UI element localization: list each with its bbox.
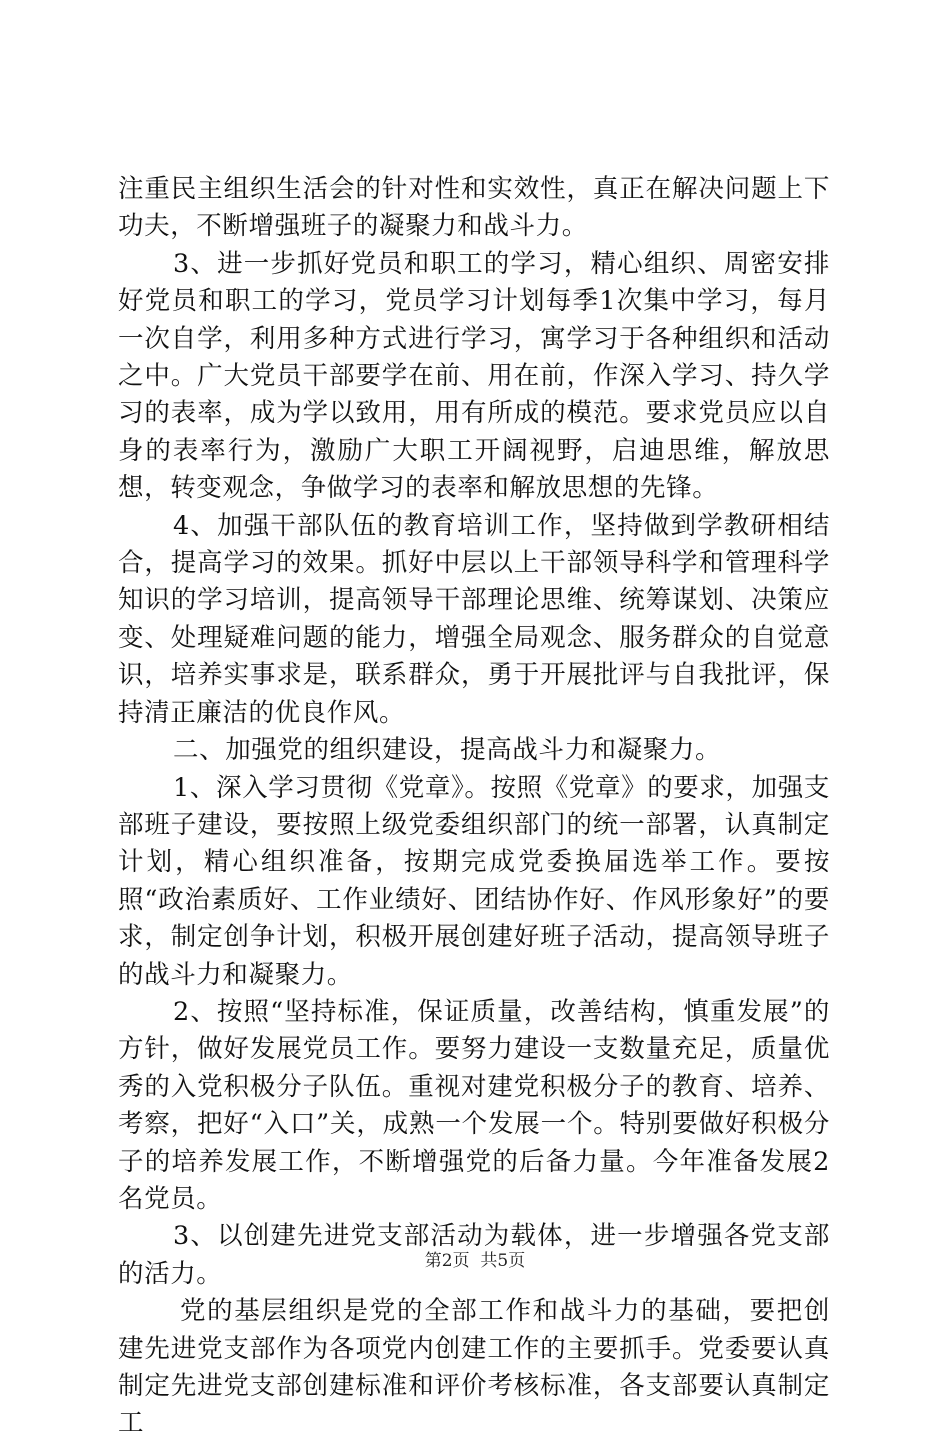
- page-footer: [0, 1251, 950, 1271]
- paragraph-item-2-membership: 2、按照“坚持标准，保证质量，改善结构，慎重发展”的方针，做好发展党员工作。要努力建设一支数量充足，质量优秀的入党积极分子队伍。重视对建党积极分子的教育、培养、考察，把好“入口”关，成熟一个发展一个。特别要做好积极分子的培养发展工作，不断增强党的后备力量。今年准备发展2名党员。: [118, 996, 830, 1214]
- paragraph-item-3-study: 3、进一步抓好党员和职工的学习，精心组织、周密安排好党员和职工的学习，党员学习计划每季1次集中学习，每月一次自学，利用多种方式进行学习，寓学习于各种组织和活动之中。广大党员干部要学在前、用在前，作深入学习、持久学习的表率，成为学以致用，用有所成的模范。要求党员应以自身的表率行为，激励广大职工开阔视野，启迪思维，解放思想，转变观念，争做学习的表率和解放思想的先锋。: [118, 248, 830, 504]
- paragraph-item-1-charter: 1、深入学习贯彻《党章》。按照《党章》的要求，加强支部班子建设，要按照上级党委组织部门的统一部署，认真制定计划，精心组织准备，按期完成党委换届选举工作。要按照“政治素质好、工作业绩好、团结协作好、作风形象好”的要求，制定创争计划，积极开展创建好班子活动，提高领导班子的战斗力和凝聚力。: [118, 772, 830, 990]
- paragraph-item-3-branch: 3、以创建先进党支部活动为载体，进一步增强各党支部的活力。: [118, 1221, 830, 1289]
- paragraph-item-4-training: 4、加强干部队伍的教育培训工作，坚持做到学教研相结合，提高学习的效果。抓好中层以上干部领导科学和管理科学知识的学习培训，提高领导干部理论思维、统筹谋划、决策应变、处理疑难问题的能力，增强全局观念、服务群众的自觉意识，培养实事求是，联系群众，勇于开展批评与自我批评，保持清正廉洁的优良作风。: [118, 510, 830, 728]
- paragraph-branch-foundation: 党的基层组织是党的全部工作和战斗力的基础，要把创建先进党支部作为各项党内创建工作的主要抓手。党委要认真制定先进党支部创建标准和评价考核标准，各支部要认真制定工: [118, 1296, 830, 1439]
- paragraph-continuation: 注重民主组织生活会的针对性和实效性，真正在解决问题上下功夫，不断增强班子的凝聚力和战斗力。: [118, 174, 830, 242]
- section-heading-organization: 二、加强党的组织建设，提高战斗力和凝聚力。: [173, 735, 722, 766]
- page-number: 第2页 共5页: [424, 1251, 526, 1271]
